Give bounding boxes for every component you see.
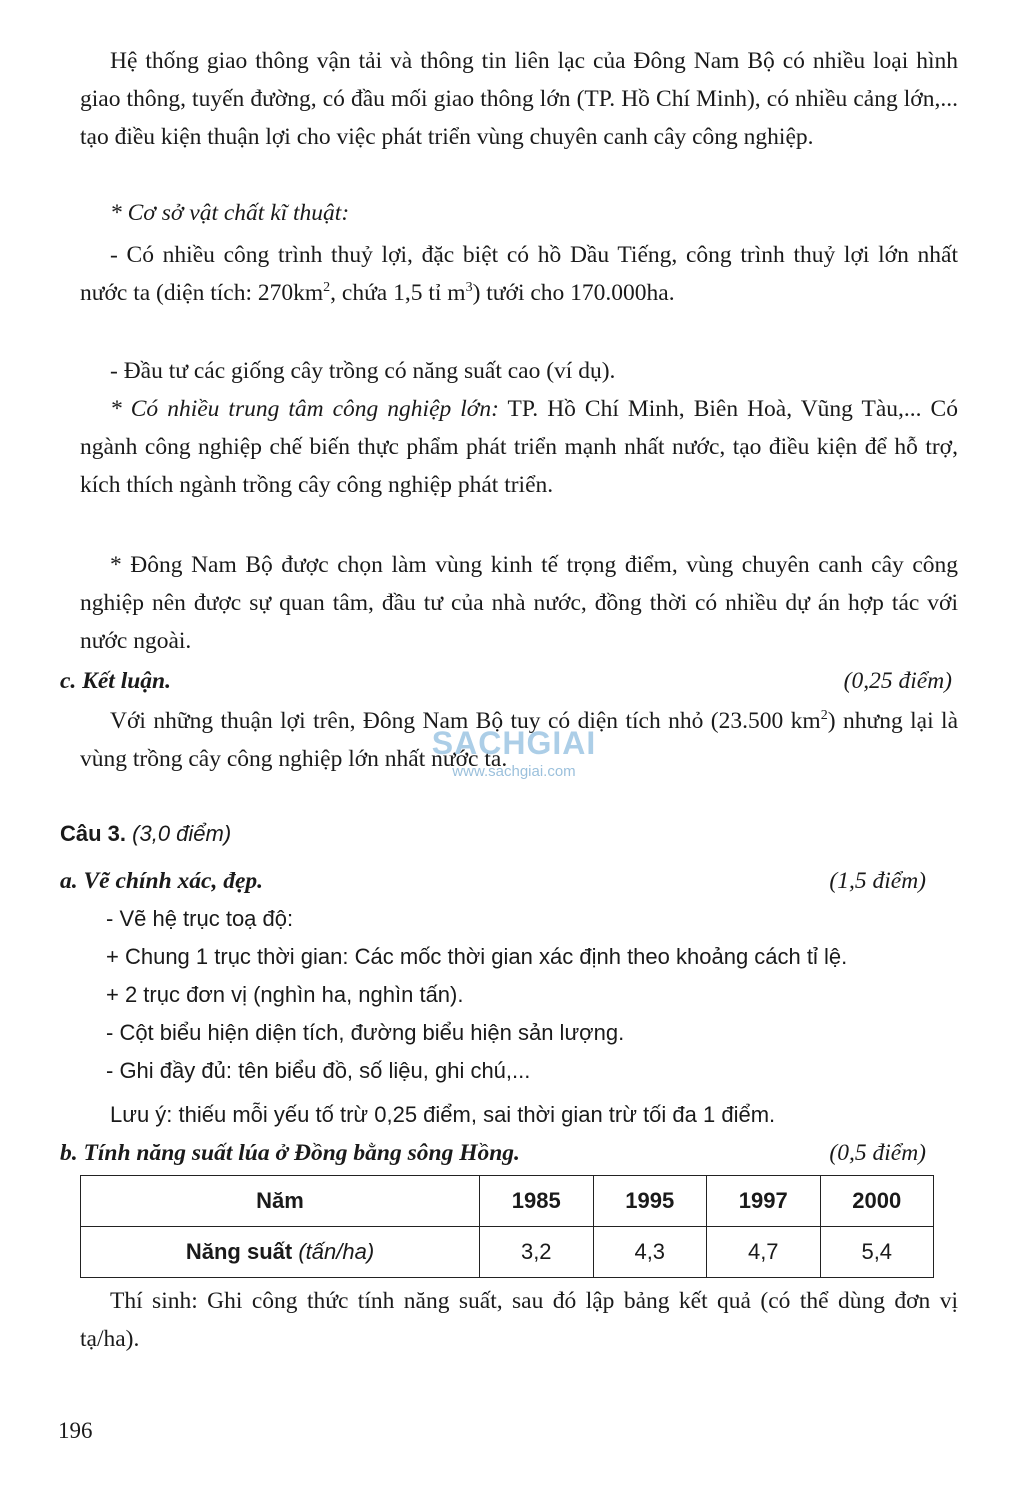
- heading-infrastructure: * Cơ sở vật chất kĩ thuật:: [110, 200, 350, 226]
- conclusion-score: (0,25 điểm): [843, 668, 952, 694]
- question3-score: (3,0 điểm): [126, 821, 232, 846]
- yield-table: [80, 1175, 934, 1278]
- table-row: [81, 1227, 934, 1278]
- part-a-criteria-list: [106, 900, 966, 1090]
- table-cell: 4,3: [593, 1227, 707, 1278]
- part-b-heading-row: [60, 1134, 926, 1172]
- table-header-year: 1995: [593, 1176, 707, 1227]
- table-row-label: Năng suất (tấn/ha): [81, 1227, 480, 1278]
- list-item: - Ghi đầy đủ: tên biểu đồ, số liệu, ghi chú,...: [106, 1058, 531, 1083]
- watermark-name: SACHGIAI: [431, 725, 597, 761]
- industry-heading: * Có nhiều trung tâm công nghiệp lớn:: [110, 396, 499, 422]
- list-item: - Cột biểu hiện diện tích, đường biểu hiện sản lượng.: [106, 1020, 625, 1045]
- list-item: + 2 trục đơn vị (nghìn ha, nghìn tấn).: [106, 982, 464, 1007]
- page-number: 196: [58, 1418, 93, 1443]
- question3-label: Câu 3.: [60, 821, 127, 846]
- list-item: + Chung 1 trục thời gian: Các mốc thời gian xác định theo khoảng cách tỉ lệ.: [106, 944, 848, 969]
- table-cell: 5,4: [820, 1227, 934, 1278]
- table-header-year: 1985: [480, 1176, 594, 1227]
- superscript-3: 3: [465, 280, 473, 296]
- watermark-url: www.sachgiai.com: [452, 763, 576, 780]
- table-header-year: 1997: [707, 1176, 821, 1227]
- part-a-title: a. Vẽ chính xác, đẹp.: [60, 868, 264, 894]
- table-header-year: 2000: [820, 1176, 934, 1227]
- table-cell: 3,2: [480, 1227, 594, 1278]
- part-a-note: Lưu ý: thiếu mỗi yếu tố trừ 0,25 điểm, sai thời gian trừ tối đa 1 điểm.: [110, 1102, 776, 1127]
- paragraph-seeds: - Đầu tư các giống cây trồng có năng suất cao (ví dụ).: [110, 358, 616, 384]
- part-b-note: Thí sinh: Ghi công thức tính năng suất, sau đó lập bảng kết quả (có thể dùng đơn vị tạ/ha).: [80, 1288, 958, 1352]
- superscript-conclusion: 2: [820, 708, 828, 724]
- table-header-row: [81, 1176, 934, 1227]
- question3-heading: [60, 815, 926, 853]
- superscript-2: 2: [323, 280, 331, 296]
- paragraph-industry: * Có nhiều trung tâm công nghiệp lớn: TP. Hồ Chí Minh, Biên Hoà, Vũng Tàu,... Có ngành công nghiệp chế biến thực phẩm phát triển mạnh nhất nước, tạo điều kiện để hỗ trợ, kích thích ngành trồng cây công nghiệp phát triển.: [80, 396, 958, 498]
- conclusion-heading-row: [60, 662, 952, 700]
- table-header-label: Năm: [81, 1176, 480, 1227]
- conclusion-title: c. Kết luận.: [60, 668, 171, 694]
- paragraph-conclusion: Với những thuận lợi trên, Đông Nam Bộ tuy có diện tích nhỏ (23.500 $km^2$) nhưng lại là vùng trồng cây công nghiệp lớn nhất nước ta.: [80, 708, 958, 772]
- paragraph-key-zone: * Đông Nam Bộ được chọn làm vùng kinh tế trọng điểm, vùng chuyên canh cây công nghiệp nên được sự quan tâm, đầu tư của nhà nước, đồng thời có nhiều dự án hợp tác với nước ngoài.: [80, 552, 958, 654]
- list-item: - Vẽ hệ trục toạ độ:: [106, 906, 294, 931]
- paragraph-transport: Hệ thống giao thông vận tải và thông tin liên lạc của Đông Nam Bộ có nhiều loại hình giao thông, tuyến đường, có đầu mối giao thông lớn (TP. Hồ Chí Minh), có nhiều cảng lớn,... tạo điều kiện thuận lợi cho việc phát triển vùng chuyên canh cây công nghiệp.: [80, 48, 958, 150]
- part-b-score: (0,5 điểm): [829, 1140, 926, 1166]
- part-b-title: b. Tính năng suất lúa ở Đồng bằng sông Hồng.: [60, 1140, 520, 1166]
- table-cell: 4,7: [707, 1227, 821, 1278]
- part-a-heading-row: [60, 862, 926, 900]
- paragraph-irrigation: - Có nhiều công trình thuỷ lợi, đặc biệt có hồ Dầu Tiếng, công trình thuỷ lợi lớn nhất nước ta (diện tích: $270km^2$, chứa 1,5 tỉ $m^3$) tưới cho 170.000ha.: [80, 242, 958, 306]
- watermark-logo: [404, 726, 624, 782]
- part-a-score: (1,5 điểm): [829, 868, 926, 894]
